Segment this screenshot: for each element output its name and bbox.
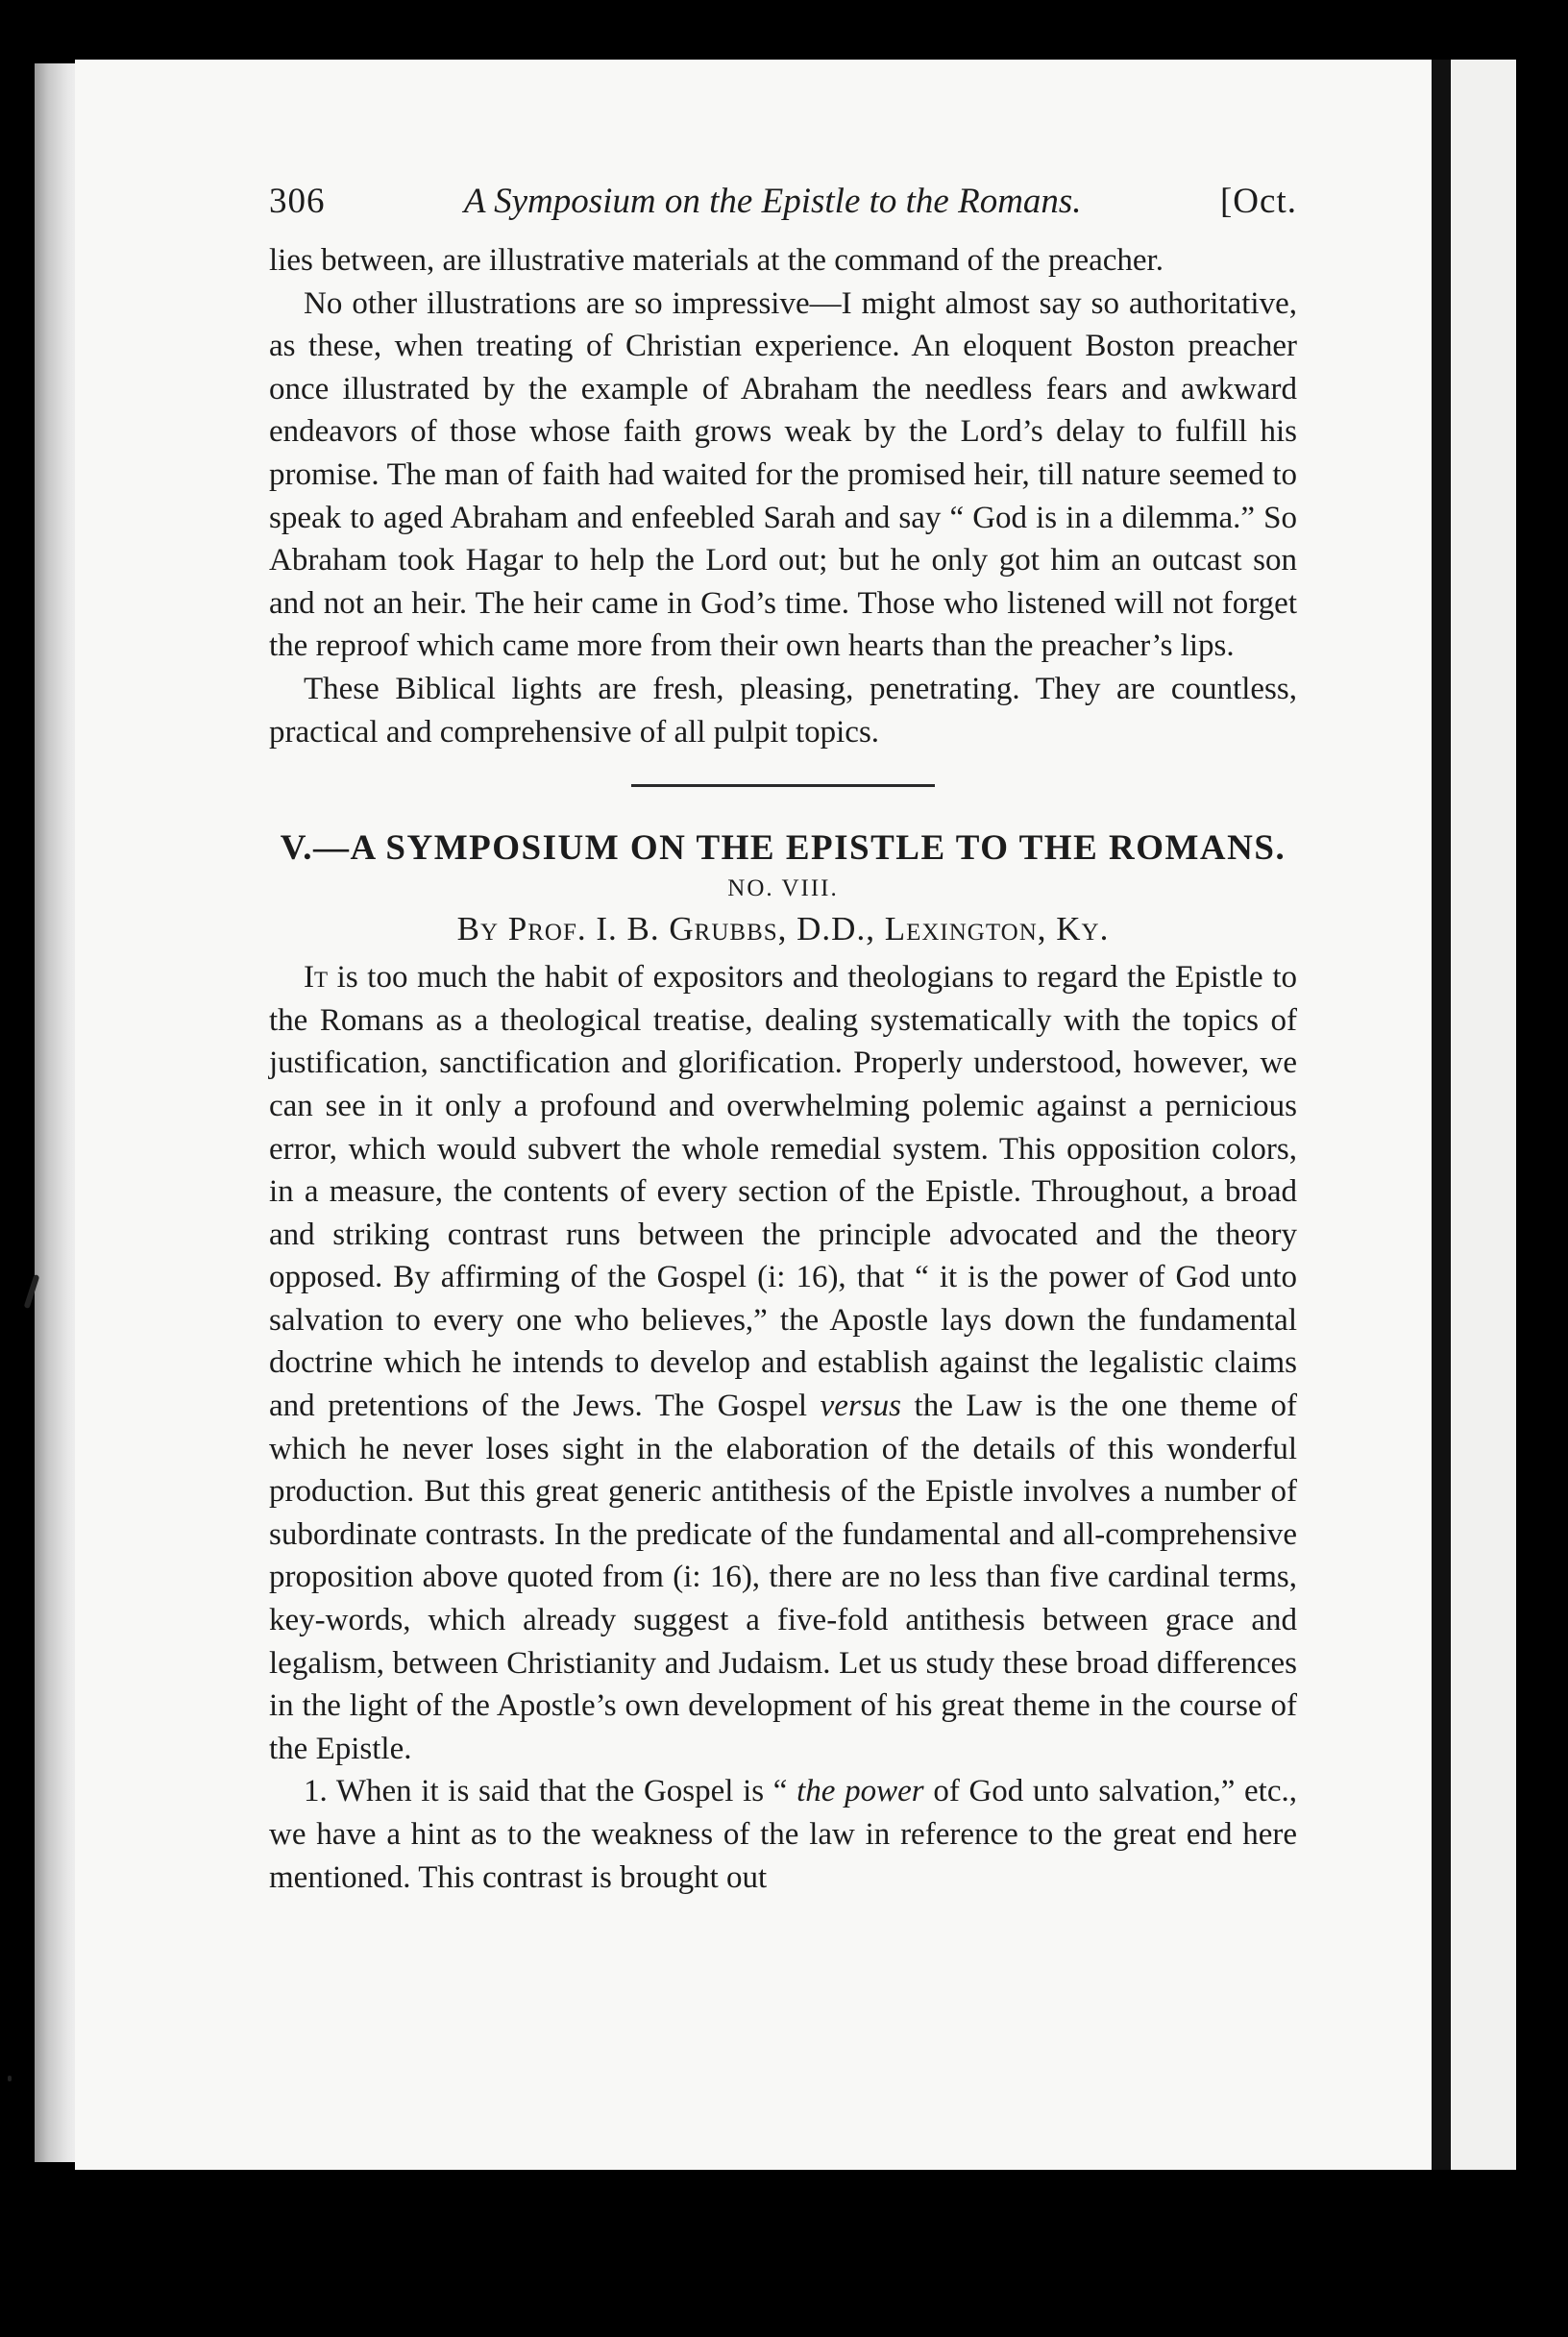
article-number: NO. VIII. xyxy=(727,875,839,902)
paragraph xyxy=(269,1770,1297,1899)
section-divider xyxy=(631,784,935,787)
page-text-block xyxy=(269,181,1297,1899)
paragraph: These Biblical lights are fresh, pleasing, penetrating. They are countless, practical and comprehensive of all pulpit topics. xyxy=(269,671,1297,750)
emphasis-text: the power xyxy=(796,1774,924,1809)
facing-page-edge xyxy=(1451,60,1516,2170)
page-gutter xyxy=(1432,60,1451,2170)
article-byline: By Prof. I. B. Grubbs, D.D., Lexington, Ky. xyxy=(456,910,1110,948)
paragraph-text: of God unto salvation,” etc., we have a hint as to the weakness of the law in reference to the great end here mentioned. This contrast is brought out xyxy=(269,1774,1297,1895)
scan-speck xyxy=(8,2076,12,2081)
emphasis-text: versus xyxy=(820,1389,901,1424)
paragraph-text: is too much the habit of expositors and theologians to regard the Epistle to the Romans as a theological treatise, dealing systematically with the topics of justification, sanctification and glorification. Properly understood, however, we can see in it only a profound and overwhelming polemic against a pernicious error, which would subvert the whole remedial system. This opposition colors, in a measure, the contents of every section of the Epistle. Throughout, a broad and striking contrast runs between the principle advocated and the theory opposed. By affirming of the Gospel (i: 16), that “ it is the power of God unto salvation to every one who believes,” the Apostle lays down the fundamental doctrine which he intends to develop and establish against the legalistic claims and pretentions of the Jews. The Gospel xyxy=(269,960,1297,1424)
paragraph: lies between, are illustrative materials at the command of the preacher. xyxy=(269,243,1164,278)
issue-month: [Oct. xyxy=(1219,182,1297,221)
running-header xyxy=(269,181,1297,222)
paragraph-text: the Law is the one theme of which he never loses sight in the elaboration of the details of this wonderful production. But this great generic antithesis of the Epistle involves a number of subordinate contrasts. In the predicate of the fundamental and all-comprehensive proposition above quoted from (i: 16), there are no less than five cardinal terms, key-words, which already suggest a five-fold antithesis between grace and legalism, between Christianity and Judaism. Let us study these broad differences in the light of the Apostle’s own development of his great theme in the course of the Epistle. xyxy=(269,1389,1297,1766)
paragraph-text: 1. When it is said that the Gospel is “ xyxy=(304,1774,797,1809)
lead-word: It xyxy=(304,960,329,996)
book-spine-shadow xyxy=(35,63,81,2162)
paragraph: No other illustrations are so impressive—I might almost say so authoritative, as these, when treating of Christian experience. An eloquent Boston preacher once illustrated by the example of Abraham the needless fears and awkward endeavors of those whose faith grows weak by the Lord’s delay to fulfill his promise. The man of faith had waited for the promised heir, till nature seemed to speak to aged Abraham and enfeebled Sarah and say “ God is in a dilemma.” So Abraham took Hagar to help the Lord out; but he only got him an outcast son and not an heir. The heir came in God’s time. Those who listened will not forget the reproof which came more from their own hearts than the preacher’s lips. xyxy=(269,285,1297,664)
paragraph xyxy=(269,956,1297,1770)
running-title: A Symposium on the Epistle to the Romans. xyxy=(463,182,1082,221)
article-title: V.—A SYMPOSIUM ON THE EPISTLE TO THE ROMANS. xyxy=(280,828,1286,869)
page-number: 306 xyxy=(269,182,326,221)
